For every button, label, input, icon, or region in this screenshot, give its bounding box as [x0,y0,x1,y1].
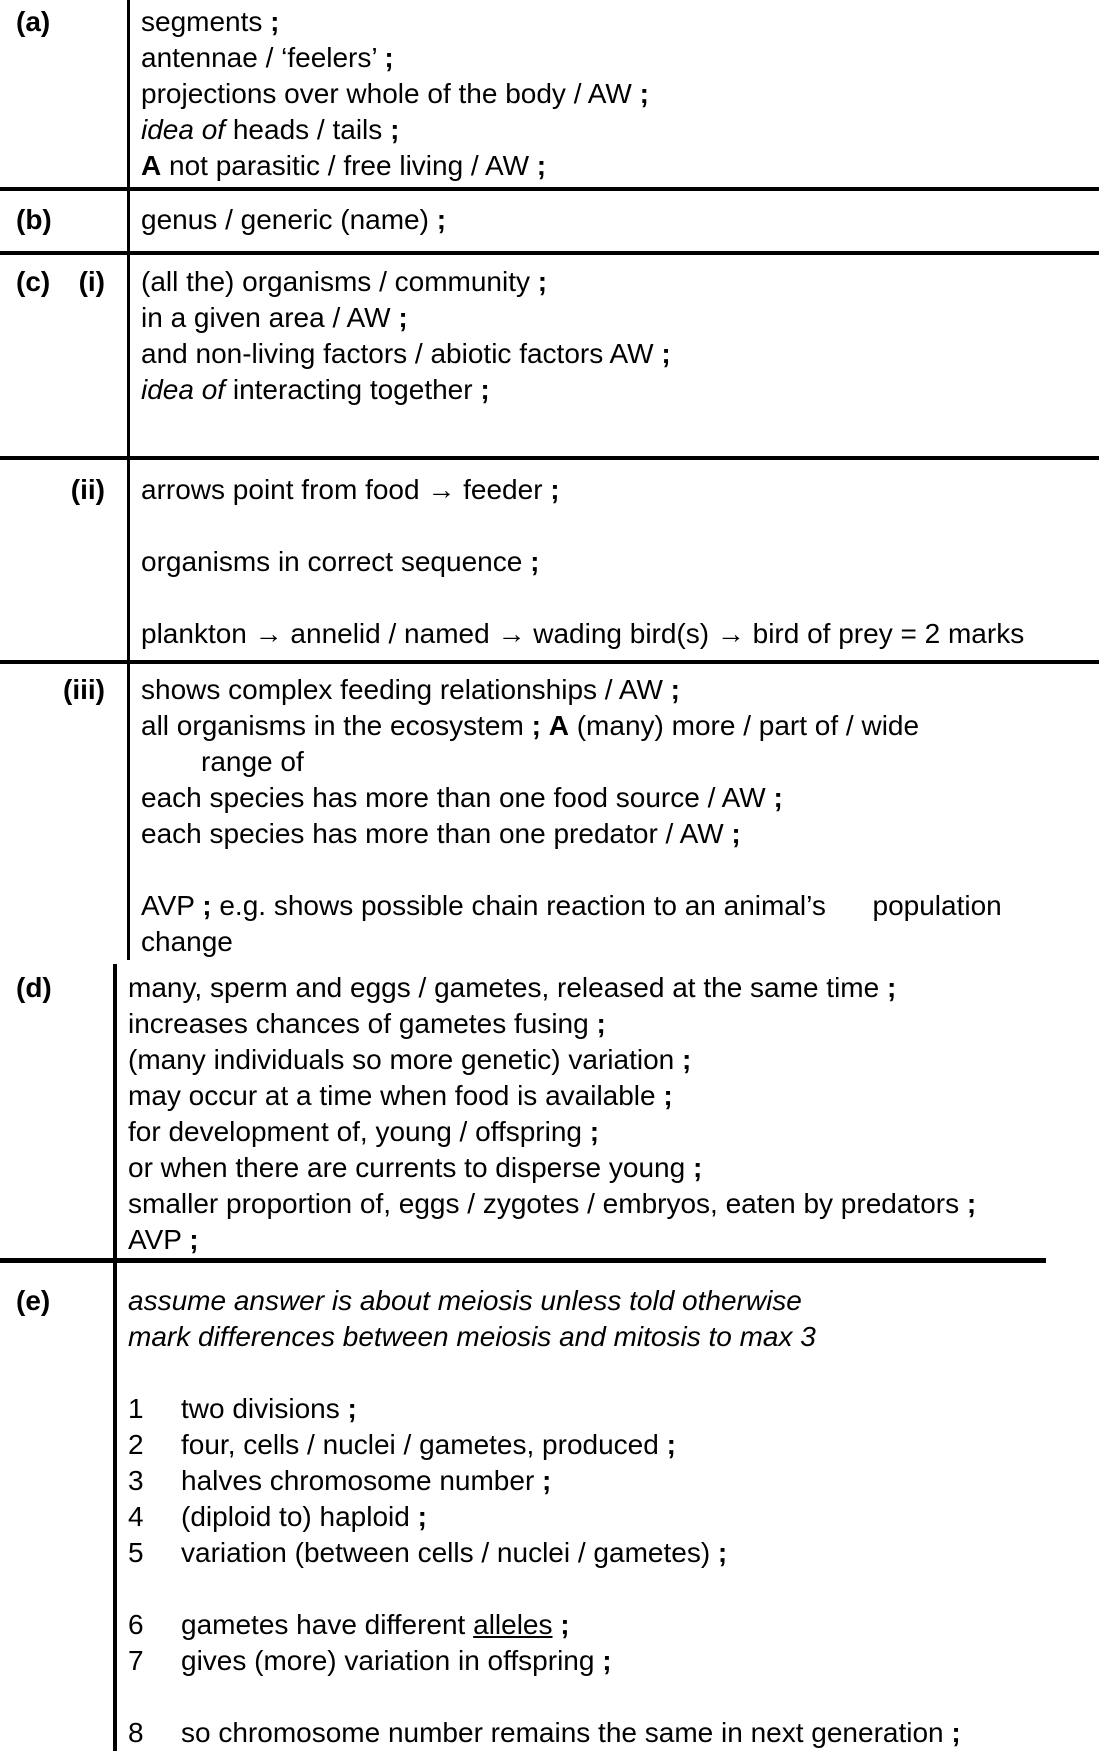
question-label-sub: (i) [78,266,105,297]
question-label-main: (b) [16,204,52,235]
answer-line [128,1571,1099,1607]
answer-line: change [141,926,233,957]
question-label-main: (a) [16,6,51,37]
answer-line: 8 so chromosome number remains the same in next generation ; [128,1715,1099,1751]
marking-point-number: 2 [128,1429,144,1460]
answer-line: genus / generic (name) ; [141,204,447,235]
question-label-main: (c) [16,266,51,297]
row-ci [0,255,1099,460]
marking-point-number: 3 [128,1465,144,1496]
answer-content-cii [130,460,1099,660]
answer-content-ci [130,255,1099,456]
row-e [0,1263,1099,1751]
answer-line: 3 halves chromosome number ; [128,1463,1099,1499]
question-label-cii [0,460,130,660]
answer-line: 7 gives (more) variation in offspring ; [128,1643,1099,1679]
marking-point-number: 4 [128,1501,144,1532]
answer-content-d [117,964,1099,1258]
answer-content-ciii [130,664,1099,960]
question-label-ciii [0,664,130,960]
answer-line: all organisms in the ecosystem ; A (many) more / part of / wide [141,710,920,741]
question-label-a [0,0,130,187]
answer-line: 5 variation (between cells / nuclei / gametes) ; [128,1535,1099,1571]
answer-line: each species has more than one food source / AW ; [141,782,783,813]
answer-line: (all the) organisms / community ; [141,266,548,297]
marking-point-number: 6 [128,1609,144,1640]
answer-line: many, sperm and eggs / gametes, released at the same time ; [128,972,897,1003]
answer-line [128,1355,1099,1391]
question-label-main: (e) [16,1285,51,1316]
answer-content-a [130,0,1099,187]
answer-line: segments ; [141,6,280,37]
answer-line: antennae / ‘feelers’ ; [141,42,394,73]
answer-line [141,508,1099,544]
answer-line: range of [201,746,304,777]
answer-line: in a given area / AW ; [141,302,408,333]
marking-point-number: 8 [128,1717,144,1748]
question-label-main: (d) [16,972,52,1003]
answer-line: 2 four, cells / nuclei / gametes, produced ; [128,1427,1099,1463]
marking-point-number: 7 [128,1645,144,1676]
answer-line: assume answer is about meiosis unless told otherwise [128,1285,802,1316]
row-d [0,964,1099,1263]
question-label-e [0,1263,117,1751]
answer-line [141,852,1099,888]
answer-line: 6 gametes have different alleles ; [128,1607,1099,1643]
row-cii [0,460,1099,664]
answer-line [128,1679,1099,1715]
answer-line: organisms in correct sequence ; [141,546,540,577]
question-label-ci [0,255,130,456]
answer-line: smaller proportion of, eggs / zygotes / embryos, eaten by predators ; [128,1188,977,1219]
row-a [0,0,1099,191]
row-ciii [0,664,1099,960]
answer-line [141,580,1099,616]
answer-line: idea of heads / tails ; [141,114,400,145]
row-b [0,191,1099,255]
answer-line: (many individuals so more genetic) variation ; [128,1044,692,1075]
answer-line: for development of, young / offspring ; [128,1116,600,1147]
answer-line: each species has more than one predator / AW ; [141,818,741,849]
answer-line: mark differences between meiosis and mitosis to max 3 [128,1321,816,1352]
answer-line: and non-living factors / abiotic factors AW ; [141,338,671,369]
answer-line: shows complex feeding relationships / AW ; [141,674,680,705]
marking-point-number: 5 [128,1537,144,1568]
answer-line: idea of interacting together ; [141,374,490,405]
answer-line: projections over whole of the body / AW ; [141,78,649,109]
question-label-d [0,964,117,1258]
answer-line: 4 (diploid to) haploid ; [128,1499,1099,1535]
answer-line: increases chances of gametes fusing ; [128,1008,606,1039]
answer-line: may occur at a time when food is available ; [128,1080,673,1111]
answer-line: arrows point from food → feeder ; [141,474,560,505]
question-label-sub: (ii) [70,474,105,505]
answer-line: plankton → annelid / named → wading bird(s) → bird of prey = 2 marks [141,618,1025,649]
answer-line: 1 two divisions ; [128,1391,1099,1427]
answer-line: AVP ; [128,1224,199,1255]
marking-point-number: 1 [128,1393,144,1424]
answer-line: or when there are currents to disperse young ; [128,1152,703,1183]
answer-line: AVP ; e.g. shows possible chain reaction to an animal’s population [141,890,1002,921]
answer-content-e [117,1263,1099,1751]
answer-content-b [130,191,1099,251]
answer-line: A not parasitic / free living / AW ; [141,150,547,181]
question-label-sub: (iii) [63,674,105,705]
question-label-b [0,191,130,251]
